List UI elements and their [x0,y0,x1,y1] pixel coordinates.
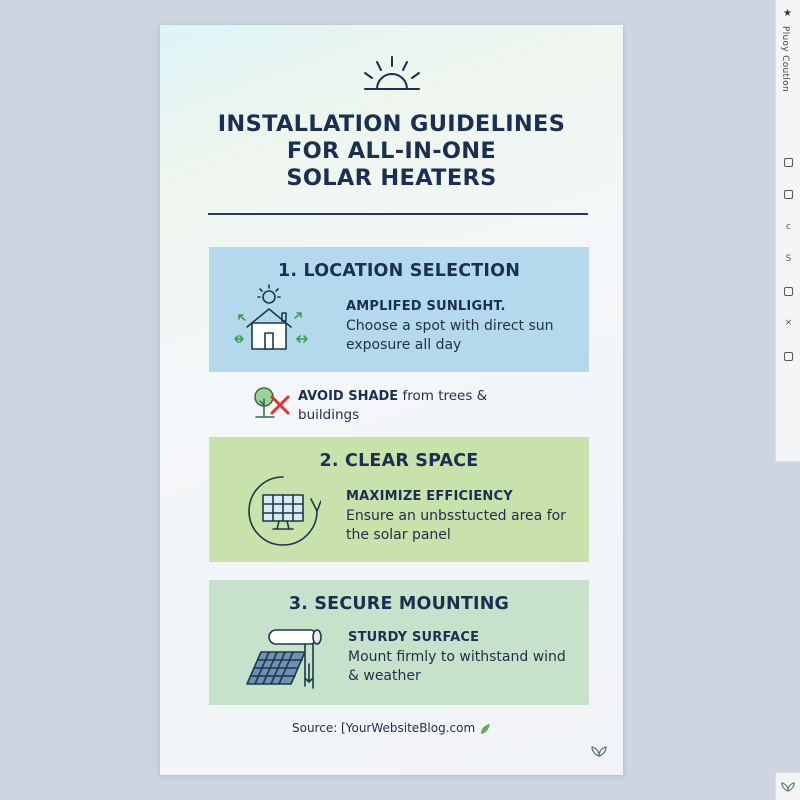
section-heading: 2. CLEAR SPACE [319,451,479,471]
house-sun-icon [229,283,319,358]
avoid-text [298,387,492,424]
right-sidebar [775,0,800,462]
leaf-logo-icon[interactable] [781,781,795,792]
section-body [346,487,576,545]
section-heading: 1. LOCATION SELECTION [277,261,521,281]
section-clear-space [209,437,589,562]
page-title: INSTALLATION GUIDELINES FOR ALL-IN-ONE SOLAR HEATERS [217,111,566,191]
solar-panel-icon [245,475,321,547]
square-icon[interactable] [784,158,793,167]
leaf-icon [479,723,491,735]
avoid-bold: AVOID SHADE [298,389,399,404]
s-icon[interactable]: S [785,254,792,264]
avoid-shade-note [252,385,492,425]
solar-heater-icon [243,624,329,694]
x-icon[interactable]: × [784,318,793,328]
square-icon[interactable] [784,352,793,361]
hook-icon[interactable]: ⅽ [786,222,791,232]
infographic-card [160,25,623,775]
leaf-logo-icon [591,745,607,757]
star-icon[interactable]: ★ [783,8,792,19]
section-text: Mount firmly to withstand wind & weather [348,649,566,684]
section-text: Choose a spot with direct sun exposure all day [346,318,554,353]
sidebar-bottom-panel [775,772,800,800]
sidebar-label[interactable]: Pluoy Coutlon [780,26,790,92]
square-icon[interactable] [784,287,793,296]
section-body [348,628,573,686]
section-subheading: AMPLIFED SUNLIGHT. [346,299,506,314]
section-secure-mounting [209,580,589,705]
section-location-selection [209,247,589,372]
section-subheading: STURDY SURFACE [348,630,480,645]
section-subheading: MAXIMIZE EFFICIENCY [346,489,513,504]
avoid-rest: from trees & buildings [298,388,488,423]
square-icon[interactable] [784,190,793,199]
section-body [346,297,576,355]
section-text: Ensure an unbsstucted area for the solar panel [346,508,566,543]
source-credit [160,721,623,735]
tree-cross-icon [252,385,294,421]
title-divider [208,213,588,215]
source-text: Source: [YourWebsiteBlog.com [291,721,476,735]
sunrise-icon [357,53,427,95]
section-heading: 3. SECURE MOUNTING [288,594,510,614]
